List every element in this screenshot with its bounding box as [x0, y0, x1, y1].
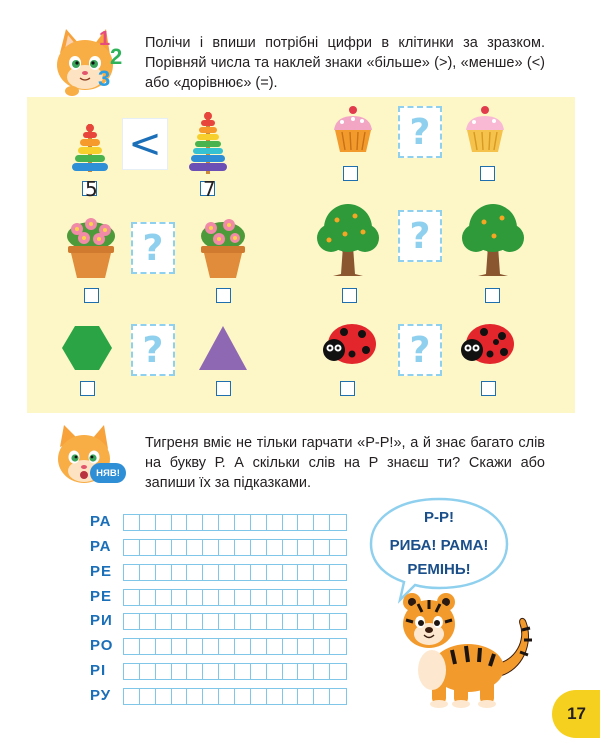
syllable-label: РЕ [90, 588, 113, 605]
count-box-trees-right[interactable] [485, 288, 500, 303]
task1-instruction: Полічи і впиши потрібні цифри в клітинки за зразком. Порівняй числа та наклей знаки «більше» (>), «менше» (<) або «дорівнює» (=). [145, 35, 545, 91]
count-box-shapes-right[interactable] [216, 381, 231, 396]
number-2-icon: 2 [110, 44, 123, 69]
count-box-ladybugs-right[interactable] [481, 381, 496, 396]
count-box-shapes-left[interactable] [80, 381, 95, 396]
apple-tree-right-icon [460, 202, 526, 283]
syllable-label: РА [90, 538, 112, 555]
bubble-line-3: РЕМІНЬ! [407, 561, 471, 578]
count-box-flowers-right[interactable] [216, 288, 231, 303]
ladybug-left-icon [322, 320, 378, 373]
ring-pyramid-5-icon [70, 122, 110, 179]
count-digit-pyramid-right: 7 [203, 177, 216, 201]
number-1-icon: 1 [99, 28, 111, 50]
syllable-label: РО [90, 637, 114, 654]
tiger-icon [396, 590, 536, 715]
writing-grid-row[interactable] [123, 539, 347, 556]
writing-grid-row[interactable] [123, 688, 347, 705]
flower-pot-6-icon [195, 214, 251, 285]
count-box-trees-left[interactable] [342, 288, 357, 303]
sign-box-flowers[interactable]: ? [131, 222, 175, 274]
speech-bubble [368, 496, 510, 604]
ladybug-right-icon [460, 320, 516, 373]
page-number: 17 [567, 704, 586, 723]
writing-grid-row[interactable] [123, 638, 347, 655]
count-digit-pyramid-left: 5 [85, 177, 98, 201]
apple-tree-left-icon [315, 202, 381, 283]
bubble-line-2: РИБА! РАМА! [389, 537, 489, 554]
triangle-icon [199, 326, 247, 375]
ring-pyramid-7-icon [186, 110, 230, 181]
count-box-flowers-left[interactable] [84, 288, 99, 303]
syllable-label: РУ [90, 687, 112, 704]
syllable-label: РИ [90, 612, 113, 629]
sign-box-shapes[interactable]: ? [131, 324, 175, 376]
writing-grid-row[interactable] [123, 564, 347, 581]
writing-grid-row[interactable] [123, 613, 347, 630]
task2-instruction: Тигреня вміє не тільки гарчати «Р-Р!», а й знає багато слів на букву Р. А скільки слів на Р знаєш ти? Скажи або запиши їх за підказками. [145, 435, 545, 491]
sign-box-trees[interactable]: ? [398, 210, 442, 262]
hexagon-icon [62, 326, 112, 375]
meow-badge: НЯВ! [90, 463, 126, 483]
bubble-line-1: Р-Р! [424, 509, 454, 526]
count-box-ladybugs-left[interactable] [340, 381, 355, 396]
writing-grid-row[interactable] [123, 663, 347, 680]
flower-pot-8-icon [62, 214, 120, 285]
sign-box-ladybugs[interactable]: ? [398, 324, 442, 376]
syllable-label: РЕ [90, 563, 113, 580]
cupcakes-3-icon [328, 104, 378, 159]
syllable-label: РІ [90, 662, 107, 679]
sign-sticker-example: < [122, 118, 168, 170]
cupcakes-2-icon [460, 104, 510, 159]
syllable-label: РА [90, 513, 112, 530]
sign-box-cupcakes[interactable]: ? [398, 106, 442, 158]
count-box-cupcakes-right[interactable] [480, 166, 495, 181]
writing-grid-row[interactable] [123, 514, 347, 531]
number-3-icon: 3 [98, 66, 111, 91]
writing-grid-row[interactable] [123, 589, 347, 606]
count-box-cupcakes-left[interactable] [343, 166, 358, 181]
